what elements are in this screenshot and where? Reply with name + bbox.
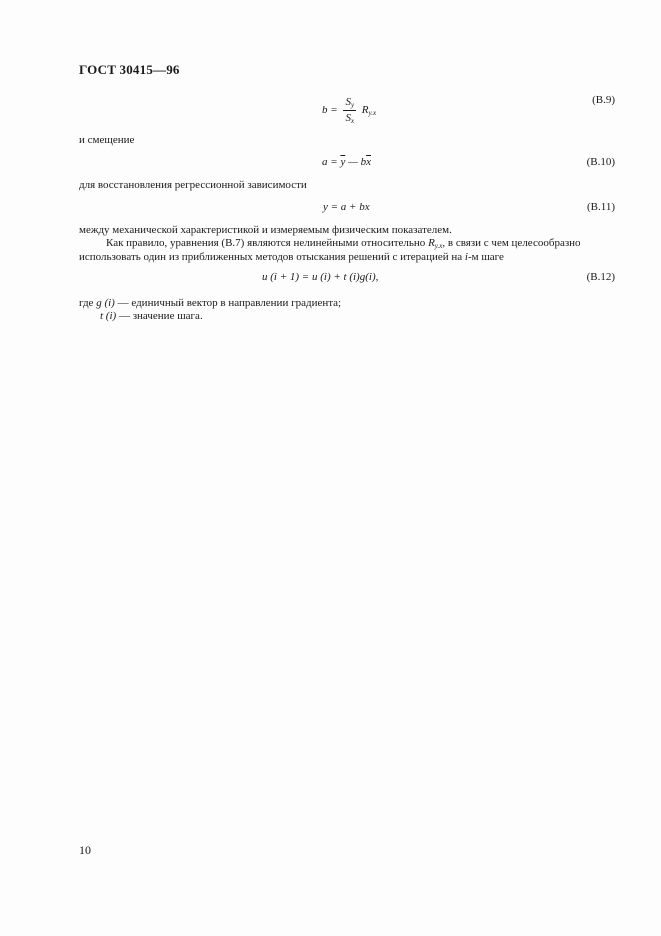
paragraph-fragment: — значение шага. xyxy=(118,310,203,322)
formula-b10-part-a: a = xyxy=(322,156,338,168)
equation-number-b12: (В.12) xyxy=(586,271,615,283)
formula-b9-numerator xyxy=(343,96,356,111)
equation-number-b10: (В.10) xyxy=(586,156,615,168)
equation-number-b11: (В.11) xyxy=(586,201,615,213)
paragraph-fragment: — единичный вектор в направлении градиента; xyxy=(117,297,342,309)
paragraph-fragment: использовать один из приближенных методов отыскания решений с итерацией на xyxy=(79,251,463,263)
numerator-symbol: S xyxy=(345,96,351,108)
paragraph-fragment: где xyxy=(79,297,94,309)
formula-b10 xyxy=(322,156,371,168)
inline-symbol: t (i) xyxy=(100,310,117,322)
paragraph-text: между механической характеристикой и измеряемым физическим показателем. xyxy=(79,224,452,236)
paragraph-fragment: Как правило, уравнения (В.7) являются нелинейными относительно xyxy=(106,237,426,249)
document-header: ГОСТ 30415—96 xyxy=(79,62,180,77)
numerator-subscript: y xyxy=(350,101,355,109)
symbol-main: R xyxy=(428,237,435,249)
denominator-symbol: S xyxy=(345,112,351,124)
inline-symbol xyxy=(428,237,442,249)
inline-symbol: i xyxy=(464,251,468,263)
formula-b12: u (i + 1) = u (i) + t (i)g(i), xyxy=(262,271,379,283)
formula-b10-xbar: $\overline{x}$ xyxy=(366,156,371,168)
formula-b9-lhs: b = xyxy=(322,104,338,117)
paragraph-text xyxy=(79,296,341,310)
paragraph-fragment: , в связи с чем целесообразно xyxy=(442,237,581,249)
rhs-symbol: R xyxy=(361,104,369,117)
symbol-subscript: y.x xyxy=(434,242,443,250)
formula-b9-rhs xyxy=(362,104,376,116)
denominator-subscript: x xyxy=(350,117,355,125)
formula-b9-denominator xyxy=(343,111,356,125)
inline-symbol: g (i) xyxy=(96,297,115,309)
paragraph-text: и смещение xyxy=(79,134,135,146)
rhs-subscript: y.x xyxy=(368,109,377,118)
page-number: 10 xyxy=(79,843,91,857)
paragraph-text xyxy=(79,250,504,264)
formula-b9-fraction xyxy=(343,96,356,125)
formula-b11: y = a + bx xyxy=(323,201,370,213)
equation-number-b9: (В.9) xyxy=(592,94,615,106)
formula-b10-part-b: — b xyxy=(348,156,367,168)
paragraph-text: для восстановления регрессионной зависимости xyxy=(79,179,307,191)
paragraph-fragment: -м шаге xyxy=(467,251,504,263)
paragraph-text xyxy=(100,309,203,323)
formula-b10-ybar: $\overline{y}$ xyxy=(340,156,346,168)
formula-b9 xyxy=(322,96,376,125)
